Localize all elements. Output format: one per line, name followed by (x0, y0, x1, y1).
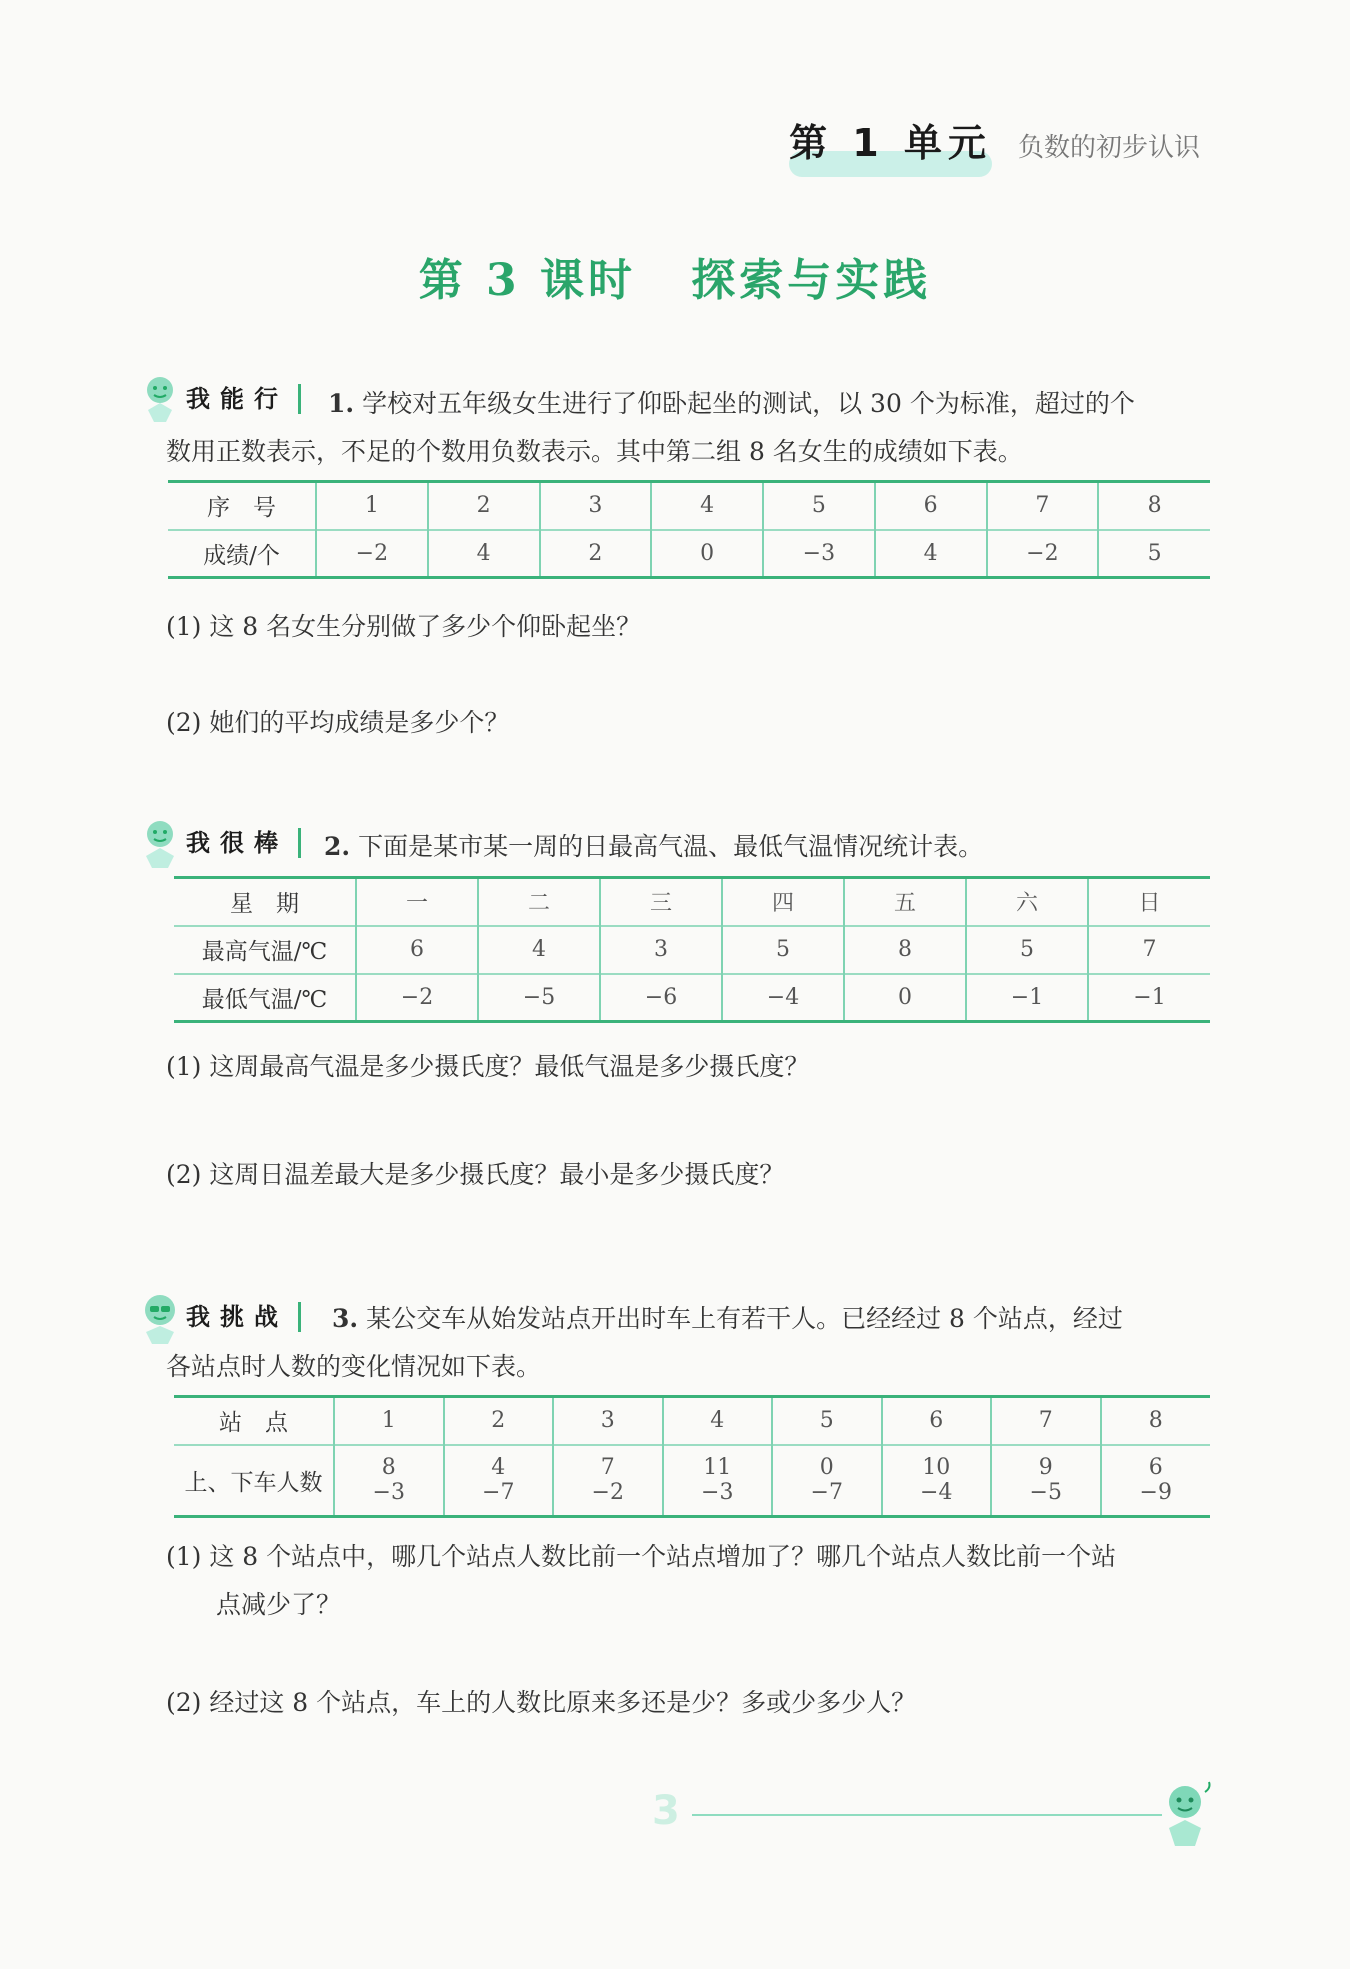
boarding-count: 11 (703, 1455, 732, 1481)
boarding-count: 0 (819, 1455, 834, 1481)
table-cell: 2 (540, 530, 652, 578)
table-cell: 三 (600, 878, 722, 926)
alighting-count: −3 (701, 1480, 734, 1506)
lesson-number: 第 3 课时 (418, 255, 636, 306)
table-cell: 1 (316, 482, 428, 530)
table-cell (444, 1445, 554, 1517)
question-number: 1. (328, 389, 355, 418)
table-cell: −1 (966, 974, 1088, 1022)
table-cell: 0 (651, 530, 763, 578)
table-cell: −2 (987, 530, 1099, 578)
page-number: 3 (652, 1788, 680, 1834)
table-cell: 4 (875, 530, 987, 578)
table-cell: 8 (844, 926, 966, 974)
table-cell: 6 (882, 1397, 992, 1445)
table-cell: 2 (444, 1397, 554, 1445)
section-2-text-line-1 (324, 830, 983, 864)
lesson-topic: 探索与实践 (691, 255, 932, 306)
section-2-question-1: (1) 这周最高气温是多少摄氏度？最低气温是多少摄氏度？ (166, 1052, 810, 1081)
table-cell: 4 (651, 482, 763, 530)
table-cell (1101, 1445, 1211, 1517)
boarding-count: 6 (1148, 1455, 1163, 1481)
row-header: 星 期 (174, 878, 356, 926)
table-cell: 5 (1098, 530, 1210, 578)
row-header: 站 点 (174, 1397, 334, 1445)
section-1-question-1: (1) 这 8 名女生分别做了多少个仰卧起坐？ (166, 612, 642, 641)
table-cell: 3 (540, 482, 652, 530)
boarding-count: 7 (600, 1455, 615, 1481)
table-cell (882, 1445, 992, 1517)
alighting-count: −4 (920, 1480, 953, 1506)
table-cell: 5 (772, 1397, 882, 1445)
question-text: 学校对五年级女生进行了仰卧起坐的测试，以 30 个为标准，超过的个 (362, 389, 1135, 418)
table-cell: 5 (722, 926, 844, 974)
table-cell: 7 (987, 482, 1099, 530)
unit-subtitle: 负数的初步认识 (1017, 133, 1200, 163)
question-text: 下面是某市某一周的日最高气温、最低气温情况统计表。 (358, 832, 984, 861)
situp-score-table (168, 480, 1210, 579)
mascot-icon (1155, 1778, 1215, 1850)
table-cell: −5 (478, 974, 600, 1022)
section-1-question-2: (2) 她们的平均成绩是多少个？ (166, 708, 510, 737)
table-cell: 五 (844, 878, 966, 926)
question-number: 2. (324, 832, 351, 861)
section-3-question-1-line-1: (1) 这 8 个站点中，哪几个站点人数比前一个站点增加了？哪几个站点人数比前一个站 (166, 1542, 1117, 1571)
table-row (168, 530, 1210, 578)
table-cell: 二 (478, 878, 600, 926)
table-cell: 7 (1088, 926, 1210, 974)
table-cell (553, 1445, 663, 1517)
row-header: 最高气温/℃ (174, 926, 356, 974)
section-3-question-1-line-2: 点减少了？ (216, 1590, 342, 1619)
table-row (174, 1397, 1210, 1445)
alighting-count: −3 (372, 1480, 405, 1506)
alighting-count: −7 (482, 1480, 515, 1506)
table-row (168, 482, 1210, 530)
boarding-count: 9 (1038, 1455, 1053, 1481)
table-cell: −4 (722, 974, 844, 1022)
table-cell (334, 1445, 444, 1517)
table-cell: −2 (316, 530, 428, 578)
mascot-icon (138, 370, 182, 428)
table-cell: 8 (1101, 1397, 1211, 1445)
alighting-count: −2 (591, 1480, 624, 1506)
lesson-title (0, 244, 1350, 308)
table-cell: −6 (600, 974, 722, 1022)
table-cell: 2 (428, 482, 540, 530)
temperature-table (174, 876, 1210, 1023)
table-cell: 6 (356, 926, 478, 974)
table-cell: 一 (356, 878, 478, 926)
table-cell: −2 (356, 974, 478, 1022)
table-cell: 3 (600, 926, 722, 974)
table-row (174, 1445, 1210, 1517)
section-1-text-line-1 (328, 387, 1135, 421)
row-header: 成绩/个 (168, 530, 316, 578)
section-1-badge-text: 我能行 (186, 384, 301, 414)
table-cell (991, 1445, 1101, 1517)
section-2-badge-text: 我很棒 (186, 828, 301, 858)
table-cell: 4 (663, 1397, 773, 1445)
unit-label: 第 1 单元 (789, 112, 992, 167)
table-cell (772, 1445, 882, 1517)
table-row (174, 878, 1210, 926)
footer-rule (692, 1814, 1162, 1816)
section-3-text-line-2: 各站点时人数的变化情况如下表。 (166, 1352, 542, 1381)
alighting-count: −7 (810, 1480, 843, 1506)
table-cell: 日 (1088, 878, 1210, 926)
question-text: 某公交车从始发站点开出时车上有若干人。已经经过 8 个站点，经过 (366, 1304, 1123, 1333)
mascot-icon (138, 1288, 182, 1346)
table-cell: −3 (763, 530, 875, 578)
alighting-count: −5 (1029, 1480, 1062, 1506)
table-cell: 8 (1098, 482, 1210, 530)
table-cell: 六 (966, 878, 1088, 926)
table-cell: 四 (722, 878, 844, 926)
row-header: 最低气温/℃ (174, 974, 356, 1022)
bus-passenger-table (174, 1395, 1210, 1518)
question-number: 3. (332, 1304, 359, 1333)
table-cell: 3 (553, 1397, 663, 1445)
table-cell: 5 (763, 482, 875, 530)
table-cell: 4 (428, 530, 540, 578)
table-cell: 7 (991, 1397, 1101, 1445)
mascot-icon (138, 814, 182, 872)
section-1-badge (138, 370, 301, 428)
section-3-question-2: (2) 经过这 8 个站点，车上的人数比原来多还是少？多或少多少人？ (166, 1688, 917, 1717)
section-3-badge-text: 我挑战 (186, 1302, 301, 1332)
boarding-count: 8 (381, 1455, 396, 1481)
section-1-text-line-2: 数用正数表示，不足的个数用负数表示。其中第二组 8 名女生的成绩如下表。 (166, 437, 1023, 466)
table-cell: −1 (1088, 974, 1210, 1022)
section-2-question-2: (2) 这周日温差最大是多少摄氏度？最小是多少摄氏度？ (166, 1160, 785, 1189)
section-2-badge (138, 814, 301, 872)
table-row (174, 974, 1210, 1022)
boarding-count: 10 (922, 1455, 951, 1481)
table-cell (663, 1445, 773, 1517)
table-cell: 5 (966, 926, 1088, 974)
table-cell: 6 (875, 482, 987, 530)
table-cell: 4 (478, 926, 600, 974)
table-row (174, 926, 1210, 974)
section-3-text-line-1 (332, 1302, 1123, 1336)
table-cell: 0 (844, 974, 966, 1022)
alighting-count: −9 (1139, 1480, 1172, 1506)
section-3-badge (138, 1288, 301, 1346)
row-header: 上、下车人数 (174, 1445, 334, 1517)
boarding-count: 4 (491, 1455, 506, 1481)
table-cell: 1 (334, 1397, 444, 1445)
row-header: 序 号 (168, 482, 316, 530)
unit-header (789, 112, 1200, 167)
